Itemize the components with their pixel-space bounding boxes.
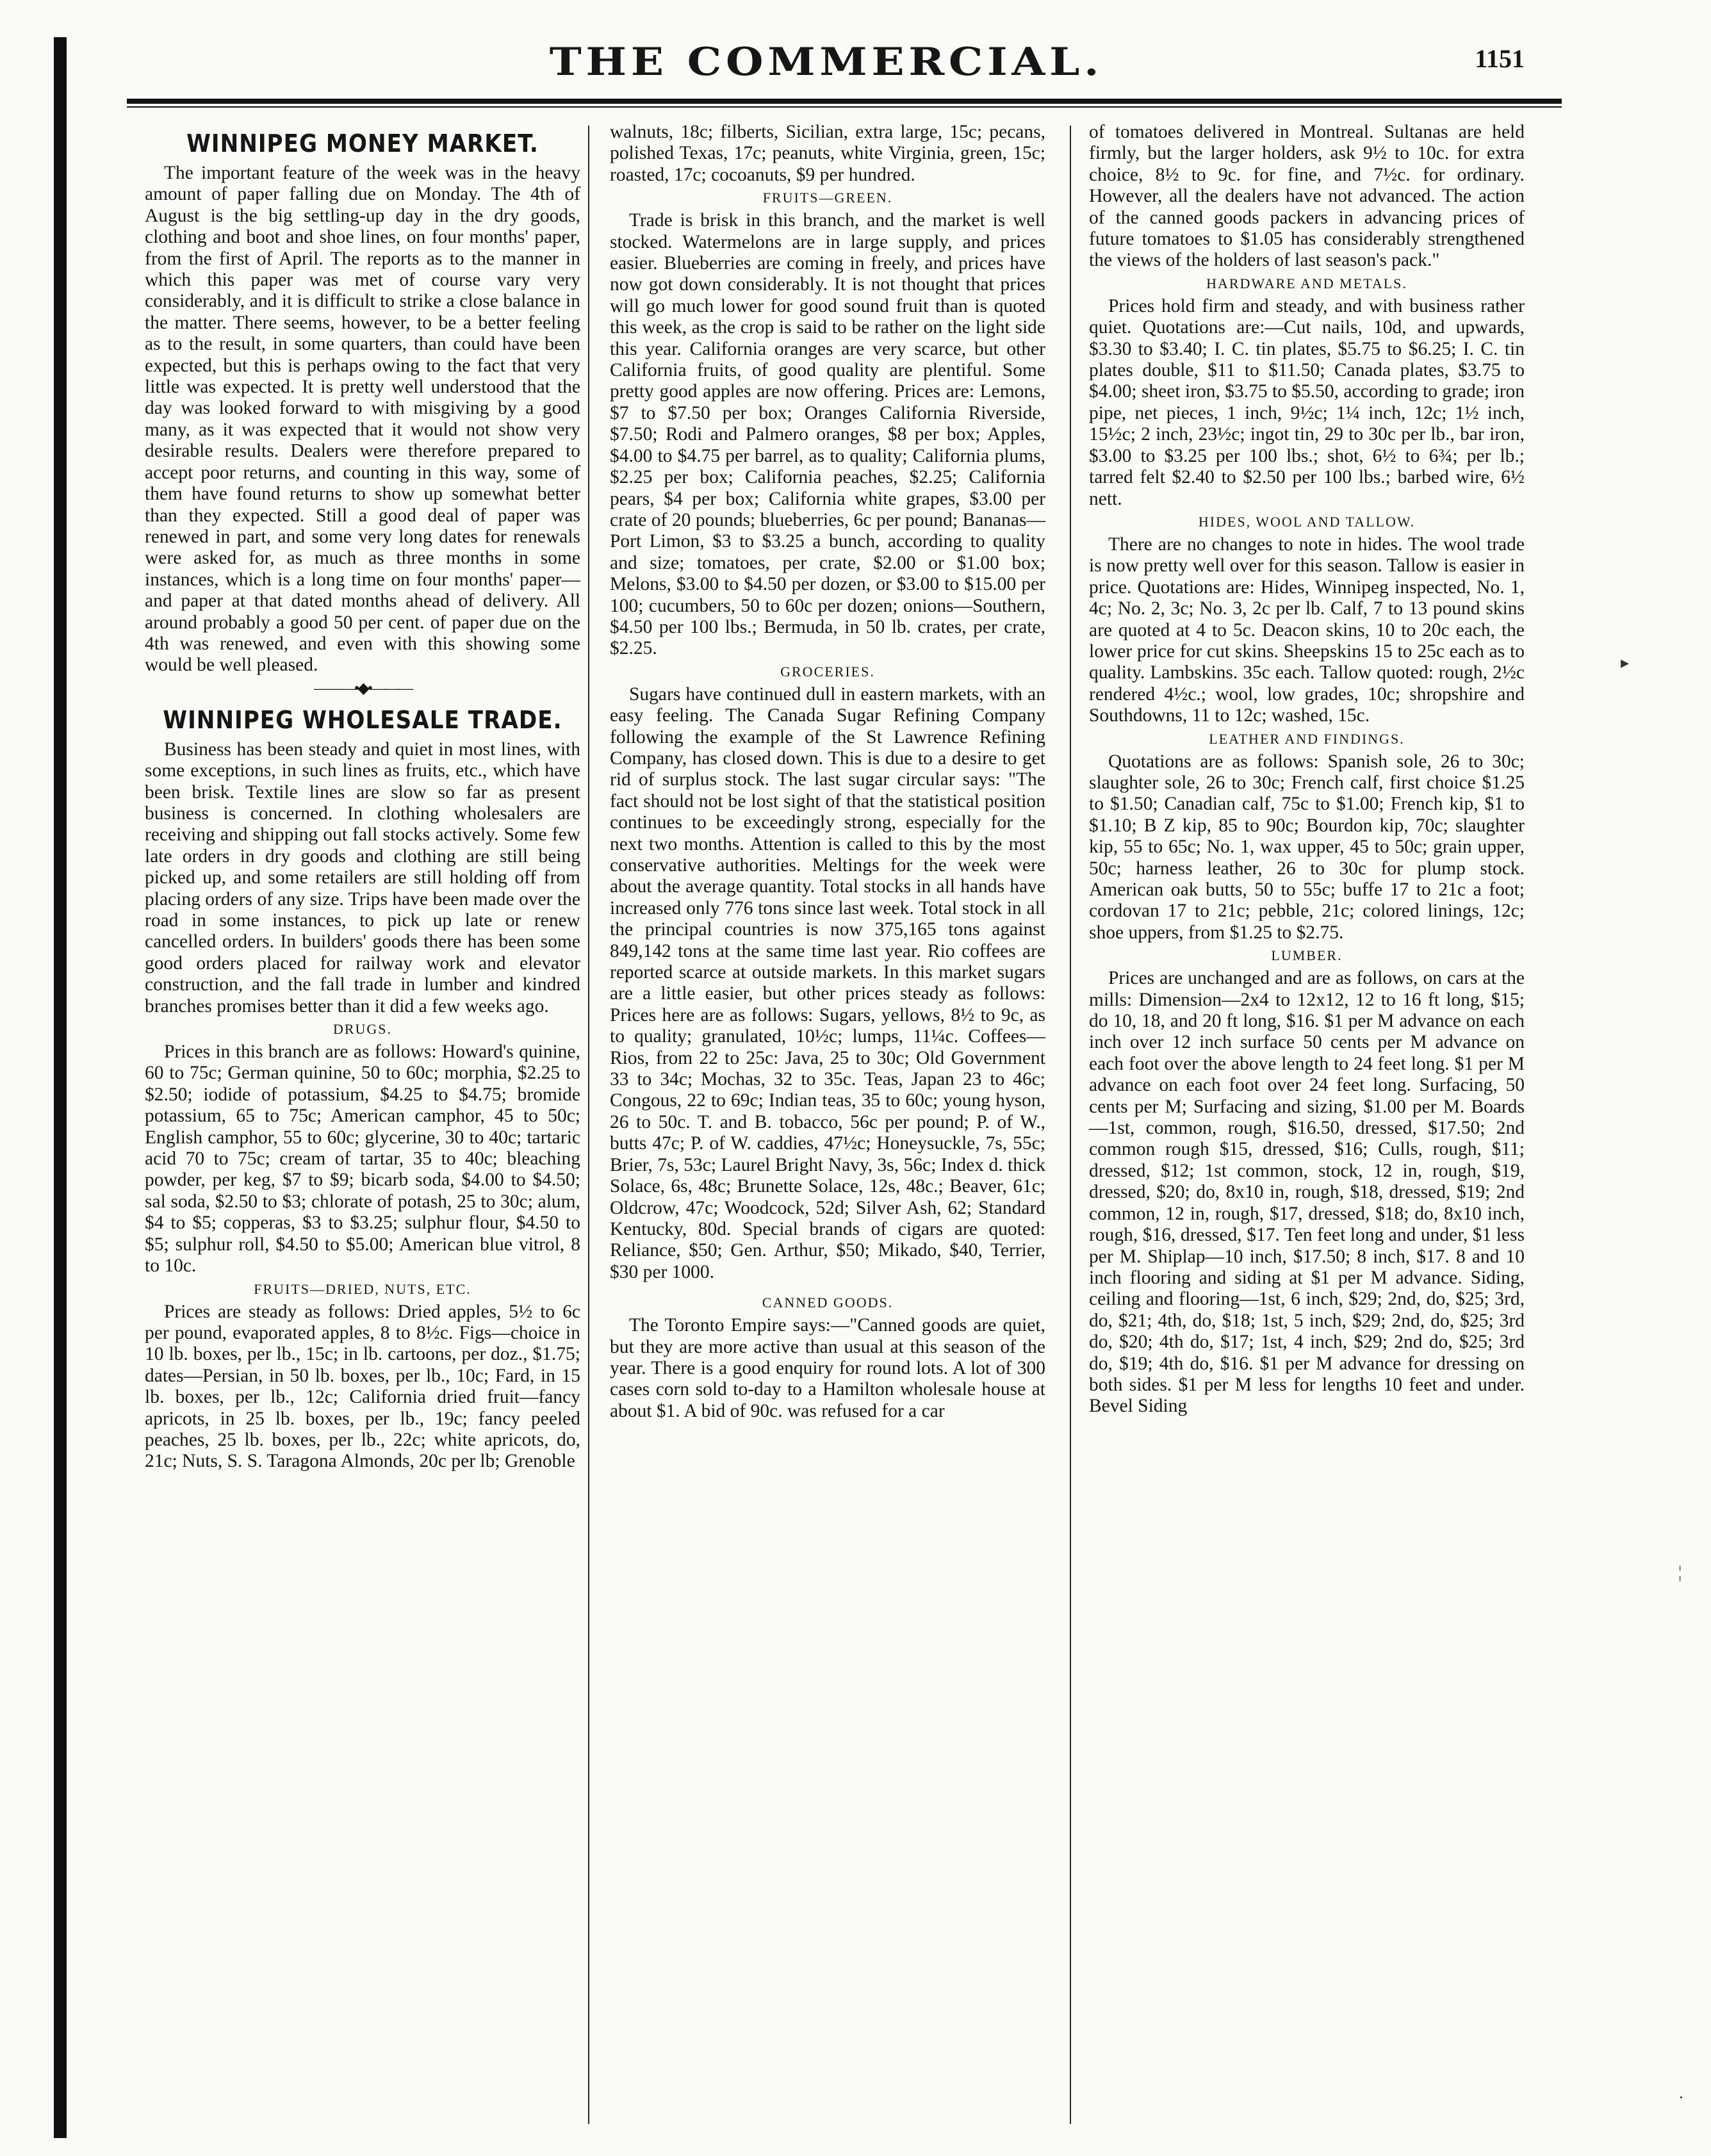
column-divider: [1070, 126, 1071, 2124]
article-paragraph: Prices are unchanged and are as follows, on cars at the mills: Dimension—2x4 to 12x12, 12 to 16 ft long, $15; do 10, 18, and 20 ft long, $16. $1 per M advance on each inch over 12 inch surface 50 cents per M advance on each foot over the above length to 24 feet long. $1 per M advance on each foot over 24 feet long. Surfacing, 50 cents per M; Surfacing and sizing, $1.00 per M. Boards—1st, common, rough, $16.50, dressed, $17.50; 2nd common rough $15, dressed, $16; Culls, rough, $11; dressed, $12; 1st common, stock, 12 in, rough, $19, dressed, $20; do, 8x10 in, rough, $18, dressed, $19; 2nd common, 12 in, rough, $17, dressed, $18; do, 8x10 inch, rough, $16, dressed, $17. Ten feet long and under, $1 less per M. Shiplap—10 inch, $17.50; 8 inch, $17. 8 and 10 inch flooring and siding at $1 per M advance. Siding, ceiling and flooring—1st, 6 inch, $29; 2nd, do, $25; 3rd, do, $21; 4th, do, $18; 1st, 5 inch, $29; 2nd, do, $25; 3rd do, $20; 4th do, $17; 1st, 4 inch, $29; 2nd do, $25; 3rd do, $19; 4th do, $16. $1 per M advance for dressing on both sides. $1 per M less for lengths 10 feet and under. Bevel Siding: [1089, 968, 1525, 1417]
column-3: [1089, 122, 1525, 1417]
article-paragraph: The Toronto Empire says:—"Canned goods are quiet, but they are more active than usual at this season of the year. There is a good enquiry for round lots. A lot of 300 cases corn sold to-day to a Hamilton wholesale house at about $1. A bid of 90c. was refused for a car: [610, 1315, 1045, 1421]
section-subhead: HARDWARE AND METALS.: [1206, 275, 1407, 291]
article-paragraph: Business has been steady and quiet in most lines, with some exceptions, in such lines as fruits, etc., which have been brisk. Textile lines are slow so far as present business is concerned. In clothing wholesalers are receiving and shipping out fall stocks actively. Some few late orders in dry goods and clothing are still being picked up, and some retailers are still holding off from placing orders of any size. Trips have been made over the road in some instances, to pick up late or renew cancelled orders. In builders' goods there has been some good orders placed for railway work and elevator construction, and the fall trade in lumber and kindred branches promises better than it did a few weeks ago.: [145, 739, 580, 1017]
section-subhead: FRUITS—GREEN.: [762, 190, 893, 206]
article-paragraph: The important feature of the week was in the heavy amount of paper falling due on Monday. The 4th of August is the big settling-up day in the dry goods, clothing and boot and shoe lines, on four months' paper, from the first of April. The reports as to the manner in which this paper was met of course vary very considerably, and it is difficult to strike a close balance in the matter. There seems, however, to be a better feeling as to the result, in some quarters, than could have been expected, but this is perhaps owing to the fact that very little was expected. It is pretty well understood that the day was looked forward to with misgiving by a good many, as it was expected that it would not show very desirable results. Dealers were therefore prepared to accept poor returns, and counting in this way, some of them have found returns to show up somewhat better than they expected. Still a good deal of paper was renewed in part, and some very long dates for renewals were asked for, as much as three months in some instances, which is a long time on four months' paper—and paper at that dated months ahead of delivery. All around probably a good 50 per cent. of paper due on the 4th was renewed, and even with this showing some would be well pleased.: [145, 163, 580, 676]
article-paragraph: Quotations are as follows: Spanish sole, 26 to 30c; slaughter sole, 26 to 30c; French calf, first choice $1.25 to $1.50; Canadian calf, 75c to $1.00; French kip, $1 to $1.10; B Z kip, 85 to 90c; Bourdon kip, 70c; slaughter kip, 55 to 65c; No. 1, wax upper, 45 to 50c; grain upper, 50c; harness leather, 26 to 30c for plump stock. American oak butts, 50 to 55c; buffe 17 to 21c a foot; cordovan 17 to 21c; pebble, 21c; colored linings, 12c; shoe uppers, from $1.25 to $2.75.: [1089, 751, 1525, 943]
section-subhead: HIDES, WOOL AND TALLOW.: [1198, 513, 1416, 530]
section-subhead: LUMBER.: [1271, 947, 1343, 964]
header-rule-thin: [127, 106, 1562, 108]
section-subhead: LEATHER AND FINDINGS.: [1209, 730, 1405, 747]
article-paragraph: of tomatoes delivered in Montreal. Sultanas are held firmly, but the larger holders, ask 9½ to 10c. for extra choice, 8½ to 9c. for fine, and 7½c. for ordinary. However, all the dealers have not advanced. The action of the canned goods packers in advancing prices of future tomatoes to $1.05 has considerably strengthened the views of the holders of last season's pack.": [1089, 122, 1525, 271]
article-paragraph: Prices in this branch are as follows: Howard's quinine, 60 to 75c; German quinine, 50 to 60c; morphia, $2.25 to $2.50; iodide of potassium, $4.25 to $4.75; bromide potassium, 65 to 75c; American camphor, 45 to 50c; English camphor, 55 to 60c; glycerine, 30 to 40c; tartaric acid 70 to 75c; cream of tartar, 35 to 40c; bleaching powder, per keg, $7 to $9; bicarb soda, $4.00 to $4.50; sal soda, $2.50 to $3; chlorate of potash, 25 to 30c; alum, $4 to $5; copperas, $3 to $3.25; sulphur flour, $4.50 to $5; sulphur roll, $4.50 to $5.00; American blue vitrol, 8 to 10c.: [145, 1041, 580, 1277]
article-paragraph: There are no changes to note in hides. The wool trade is now pretty well over for this season. Tallow is easier in price. Quotations are: Hides, Winnipeg inspected, No. 1, 4c; No. 2, 3c; No. 3, 2c per lb. Calf, 7 to 13 pound skins are quoted at 4 to 5c. Deacon skins, 10 to 20c each, the lower price for cut skins. Sheepskins 15 to 25c each as to quality. Lambskins. 35c each. Tallow quoted: rough, 2½c rendered 4½c.; wool, low grades, 10c; shropshire and Southdowns, 11 to 12c; washed, 15c.: [1089, 534, 1525, 726]
article-paragraph: Sugars have continued dull in eastern markets, with an easy feeling. The Canada Sugar Refining Company following the example of the St Lawrence Refining Company, has closed down. This is due to a desire to get rid of surplus stock. The last sugar circular says: "The fact should not be lost sight of that the statistical position continues to be exceedingly strong, especially for the next two months. Attention is called to this by the most conservative authorities. Meltings for the week were about the average quantity. Total stocks in all hands have increased only 776 tons since last week. Total stock in all the principal countries is now 375,165 tons against 849,142 tons at the same time last year. Rio coffees are reported scarce at outside markets. In this market sugars are a little easier, but other prices steady as follows: Prices here are as follows: Sugars, yellows, 8½ to 9c, as to quality; granulated, 10½c; lumps, 11¼c. Coffees—Rios, from 22 to 25c: Java, 25 to 30c; Old Government 33 to 34c; Mochas, 32 to 35c. Teas, Japan 23 to 46c; Congous, 22 to 69c; Indian teas, 35 to 60c; young hyson, 26 to 50c. T. and B. tobacco, 56c per pound; P. of W., butts 47c; P. of W. caddies, 47½c; Honeysuckle, 7s, 55c; Brier, 7s, 53c; Laurel Bright Navy, 3s, 56c; Index d. thick Solace, 6s, 48c; Brunette Solace, 12s, 48c.; Beaver, 61c; Oldcrow, 47c; Woodcock, 52d; Silver Ash, 62; Standard Kentucky, 80d. Special brands of cigars are quoted: Reliance, $50; Gen. Arthur, $50; Mikado, $40, Terrier, $30 per 1000.: [610, 683, 1045, 1282]
section-subhead: FRUITS—DRIED, NUTS, ETC.: [254, 1280, 471, 1297]
column-divider: [588, 126, 589, 2124]
scan-mark: ▸: [1621, 653, 1630, 672]
column-1: [145, 122, 580, 1473]
article-paragraph: Prices hold firm and steady, and with business rather quiet. Quotations are:—Cut nails, 10d, and upwards, $3.30 to $3.40; I. C. tin plates, $5.75 to $6.25; I. C. tin plates double, $11 to $11.50; Canada plates, $3.75 to $4.00; sheet iron, $3.75 to $5.50, according to grade; iron pipe, net pieces, 1 inch, 9½c; 1¼ inch, 12c; 1½ inch, 15½c; 2 inch, 23½c; ingot tin, 29 to 30c per lb., bar iron, $3.00 to $3.25 per 100 lbs.; shot, 6½ to 6¾; per lb.; tarred felt $2.40 to $2.50 per 100 lbs.; barbed wire, 6½ nett.: [1089, 295, 1525, 509]
page-number: 1151: [1475, 44, 1525, 73]
section-subhead: GROCERIES.: [780, 663, 875, 680]
article-paragraph: Trade is brisk in this branch, and the market is well stocked. Watermelons are in large supply, and prices easier. Blueberries are coming in freely, and prices have now got down considerably. It is not thought that prices will go much lower for good sound fruit than is quoted this week, as the crop is said to be rather on the light side this year. California oranges are very scarce, but other California fruits, of good quality are plentiful. Some pretty good apples are now offering. Prices are: Lemons, $7 to $7.50 per box; Oranges California Riverside, $7.50; Rodi and Palmero oranges, $8 per box; Apples, $4.00 to $4.75 per barrel, as to quality; California plums, $2.25 per box; California peaches, $2.25; California pears, $4 per box; California white grapes, $3.00 per crate of 20 pounds; blueberries, 6c per pound; Bananas—Port Limon, $3 to $3.25 a bunch, according to quality and size; tomatoes, per crate, $2.00 or $1.00 box; Melons, $3.00 to $4.50 per dozen, or $3.00 to $15.00 per 100; cucumbers, 50 to 60c per dozen; onions—Southern, $4.50 per 100 lbs.; Bermuda, in 50 lb. crates, per crate, $2.25.: [610, 210, 1045, 659]
article-paragraph: walnuts, 18c; filberts, Sicilian, extra large, 15c; pecans, polished Texas, 17c; peanuts, white Virginia, green, 15c; roasted, 17c; cocoanuts, $9 per hundred.: [610, 122, 1045, 185]
scan-mark: ·: [1678, 2088, 1684, 2107]
section-subhead: DRUGS.: [332, 1021, 393, 1038]
column-2: [610, 122, 1045, 1422]
newspaper-title: THE COMMERCIAL.: [549, 40, 1104, 85]
header-rule: [127, 99, 1562, 104]
section-divider: ———•◆•———: [313, 680, 412, 697]
binding-edge-bar: [54, 37, 67, 2138]
masthead: [128, 40, 1525, 117]
section-subhead: CANNED GOODS.: [762, 1294, 894, 1311]
article-headline: WINNIPEG WHOLESALE TRADE.: [163, 705, 562, 734]
article-headline: WINNIPEG MONEY MARKET.: [186, 129, 539, 158]
article-paragraph: Prices are steady as follows: Dried apples, 5½ to 6c per pound, evaporated apples, 8 to 8½c. Figs—choice in 10 lb. boxes, per lb., 15c; in lb. cartoons, per doz., $1.75; dates—Persian, in 50 lb. boxes, per lb., 10c; Fard, in 15 lb. boxes, per lb., 12c; California dried fruit—fancy apricots, in 25 lb. boxes, per lb., 19c; fancy peeled peaches, 25 lb. boxes, per lb., 22c; white apricots, do, 21c; Nuts, S. S. Taragona Almonds, 20c per lb; Grenoble: [145, 1301, 580, 1472]
scan-mark: ¦: [1678, 1563, 1682, 1581]
